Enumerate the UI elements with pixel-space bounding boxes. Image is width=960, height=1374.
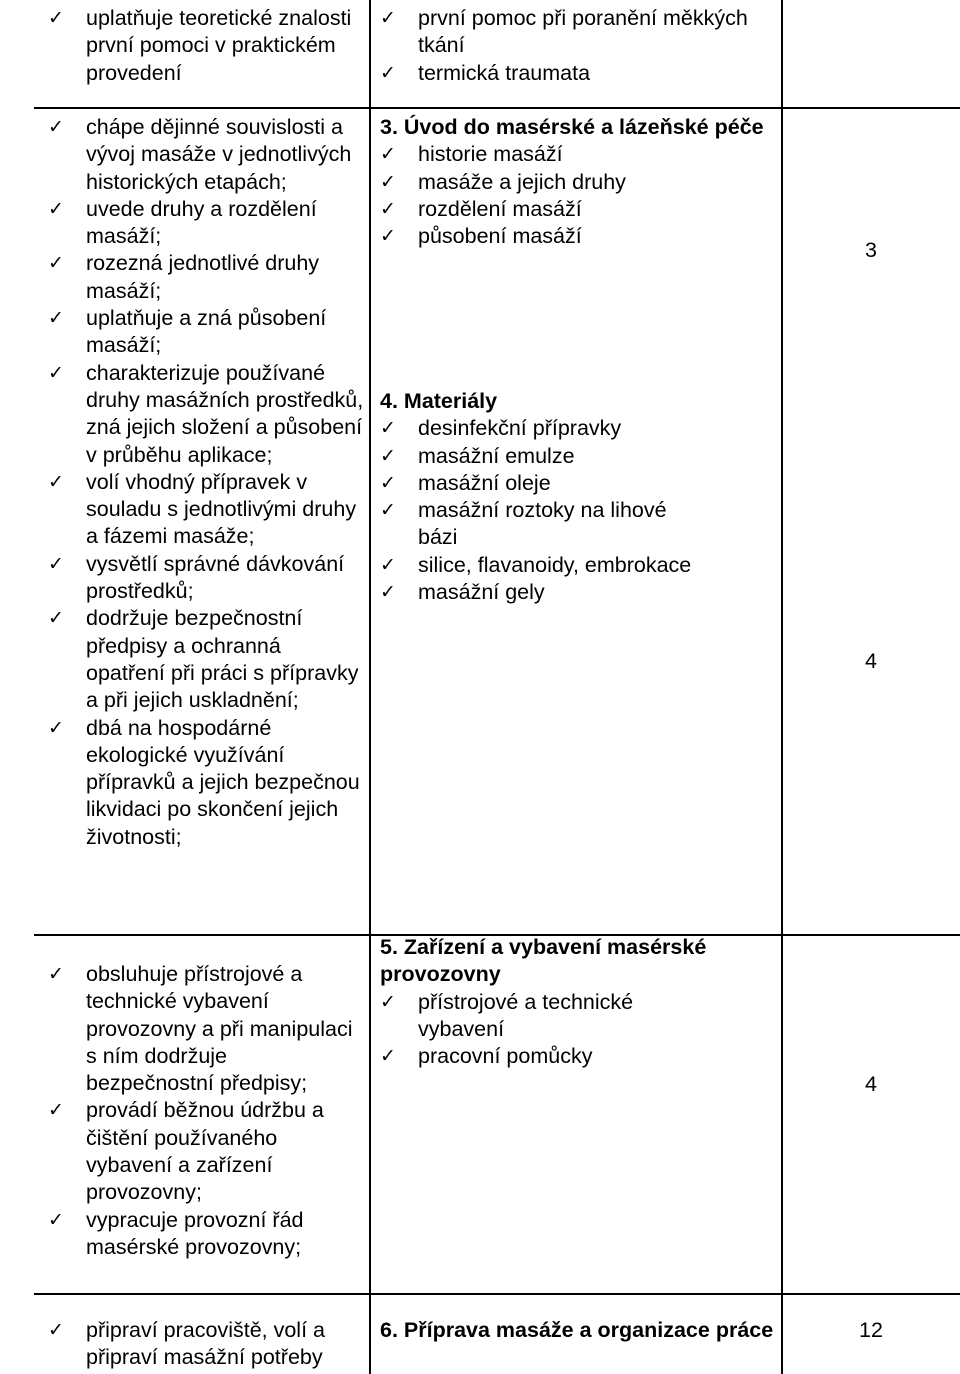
checkmark-icon: ✓ <box>48 607 64 630</box>
outcome-item: ✓ uplatňuje teoretické znalosti první pomoci v praktickém provedení <box>48 6 352 85</box>
outcome-item: ✓ dbá na hospodárné ekologické využívání přípravků a jejich bezpečnou likvidaci po skončení jejich životnosti; <box>48 715 360 849</box>
column-divider <box>369 0 371 1374</box>
topic-list <box>380 989 775 1071</box>
checkmark-icon: ✓ <box>380 553 396 576</box>
outcomes-cell <box>48 1317 358 1372</box>
topic-list <box>380 5 775 87</box>
topic-title: 5. Zařízení a vybavení masérské provozovny <box>380 935 707 987</box>
outcome-item: ✓ chápe dějinné souvislosti a vývoj masáže v jednotlivých historických etapách; <box>48 115 352 194</box>
topic-item: ✓ masážní oleje <box>380 470 775 497</box>
outcome-item: ✓ obsluhuje přístrojové a technické vybavení provozovny a při manipulaci s ním dodržuje bezpečnostní předpisy; <box>48 962 353 1096</box>
checkmark-icon: ✓ <box>380 990 396 1013</box>
checkmark-icon: ✓ <box>380 444 396 467</box>
topic-list <box>380 415 775 606</box>
checkmark-icon: ✓ <box>48 361 64 384</box>
checkmark-icon: ✓ <box>48 552 64 575</box>
outcome-item: ✓ rozezná jednotlivé druhy masáží; <box>48 251 320 303</box>
topic-cell <box>380 114 775 250</box>
topic-item: ✓ pracovní pomůcky <box>380 1043 775 1070</box>
checkmark-icon: ✓ <box>48 252 64 275</box>
checkmark-icon: ✓ <box>380 417 396 440</box>
topic-item: ✓ masážní gely <box>380 579 775 606</box>
outcome-item: ✓ vypracuje provozní řád masérské provozovny; <box>48 1207 304 1259</box>
outcomes-cell <box>48 5 358 87</box>
outcome-item: ✓ dodržuje bezpečnostní předpisy a ochranná opatření při práci s přípravky a při jejich uskladnění; <box>48 606 359 713</box>
checkmark-icon: ✓ <box>48 963 64 985</box>
topic-title: 3. Úvod do masérské a lázeňské péče <box>380 115 764 139</box>
hours-value: 12 <box>859 1318 883 1342</box>
topic-item: ✓ historie masáží <box>380 141 775 168</box>
topic-item: ✓ masážní emulze <box>380 443 775 470</box>
checkmark-icon: ✓ <box>380 7 396 29</box>
checkmark-icon: ✓ <box>48 470 64 493</box>
checkmark-icon: ✓ <box>380 581 396 604</box>
topic-cell <box>380 934 775 1070</box>
outcome-list <box>48 5 358 87</box>
outcome-item: ✓ uvede druhy a rozdělení masáží; <box>48 196 317 249</box>
outcome-item: ✓ provádí běžnou údržbu a čištění používaného vybavení a zařízení provozovny; <box>48 1098 324 1205</box>
outcome-item: ✓ uplatňuje a zná působení masáží; <box>48 306 327 358</box>
hours-value: 4 <box>865 649 877 673</box>
row-divider <box>34 107 960 109</box>
checkmark-icon: ✓ <box>380 61 396 84</box>
checkmark-icon: ✓ <box>380 170 396 193</box>
hours-value: 4 <box>865 1072 877 1096</box>
topic-list <box>380 141 775 250</box>
topic-title: 4. Materiály <box>380 389 498 413</box>
topic-item: ✓ silice, flavanoidy, embrokace <box>380 552 775 579</box>
checkmark-icon: ✓ <box>380 471 396 494</box>
checkmark-icon: ✓ <box>48 197 64 220</box>
checkmark-icon: ✓ <box>380 499 396 522</box>
checkmark-icon: ✓ <box>380 1045 396 1068</box>
column-divider <box>781 0 783 1374</box>
outcome-item: ✓ vysvětlí správné dávkování prostředků; <box>48 551 345 604</box>
checkmark-icon: ✓ <box>48 1099 64 1122</box>
topic-title: 6. Příprava masáže a organizace práce <box>380 1318 774 1342</box>
row-divider <box>34 1293 960 1295</box>
checkmark-icon: ✓ <box>380 225 396 248</box>
hours-value: 3 <box>865 238 877 262</box>
topic-cell <box>380 1317 775 1344</box>
topic-item: ✓ rozdělení masáží <box>380 196 775 223</box>
topic-item: ✓ desinfekční přípravky <box>380 415 775 442</box>
topic-item: ✓ termická traumata <box>380 60 775 87</box>
checkmark-icon: ✓ <box>48 716 64 739</box>
outcome-item: ✓ charakterizuje používané druhy masážních prostředků, zná jejich složení a působení v průběhu aplikace; <box>48 360 364 467</box>
checkmark-icon: ✓ <box>380 197 396 220</box>
outcome-list <box>48 1317 358 1372</box>
checkmark-icon: ✓ <box>48 1208 64 1231</box>
topic-item: ✓ první pomoc při poranění měkkých tkání <box>380 6 748 58</box>
checkmark-icon: ✓ <box>48 116 64 138</box>
checkmark-icon: ✓ <box>48 7 64 29</box>
outcome-item: ✓ připraví pracoviště, volí a připraví masážní potřeby <box>48 1318 325 1370</box>
outcome-list <box>48 114 364 851</box>
topic-item: ✓ masáže a jejich druhy <box>380 169 775 196</box>
checkmark-icon: ✓ <box>380 143 396 166</box>
outcomes-cell <box>48 961 358 1261</box>
topic-item: ✓ masážní roztoky na lihové bázi <box>380 498 667 550</box>
checkmark-icon: ✓ <box>48 1319 64 1341</box>
checkmark-icon: ✓ <box>48 307 64 330</box>
outcome-list <box>48 961 358 1261</box>
outcome-item: ✓ volí vhodný přípravek v souladu s jednotlivými druhy a fázemi masáže; <box>48 469 357 549</box>
topic-item: ✓ působení masáží <box>380 223 775 250</box>
topic-cell <box>380 5 775 87</box>
topic-cell <box>380 388 775 606</box>
topic-item: ✓ přístrojové a technické vybavení <box>380 989 634 1041</box>
outcomes-cell <box>48 114 364 851</box>
